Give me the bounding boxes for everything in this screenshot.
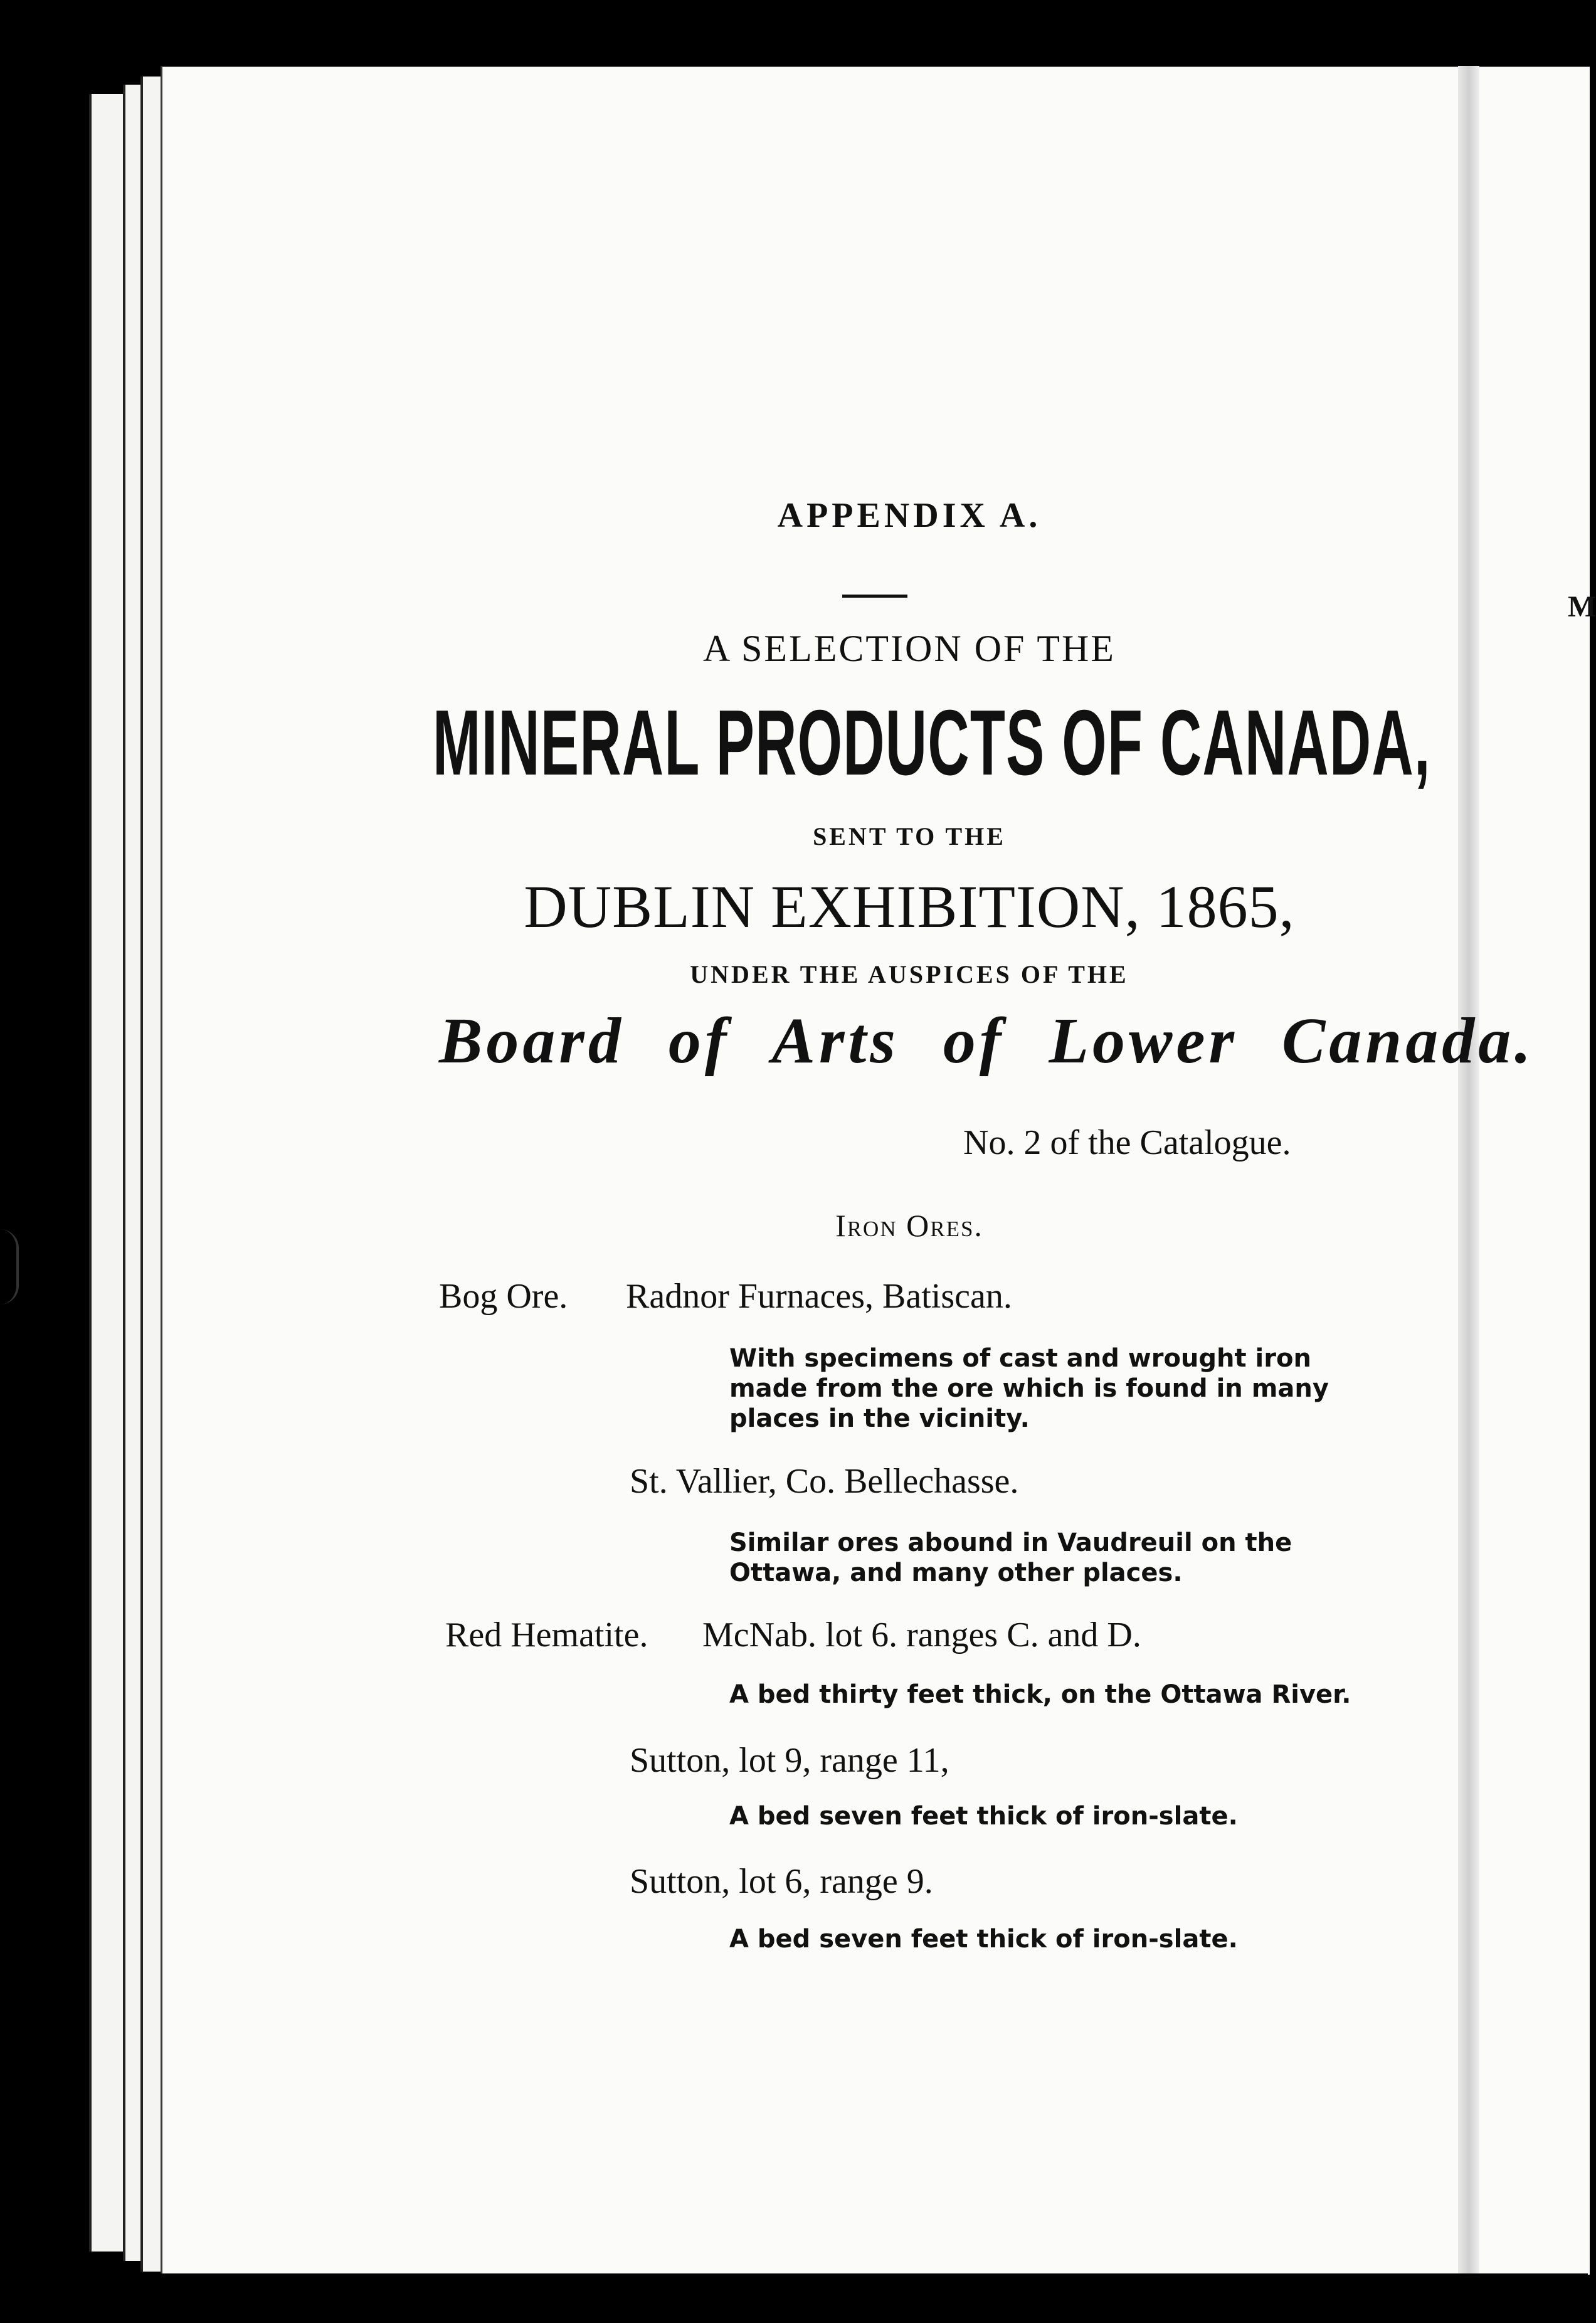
main-title: MINERAL PRODUCTS OF CANADA, (433, 691, 1431, 795)
entry-location: Radnor Furnaces, Batiscan. (626, 1277, 1012, 1316)
sent-to-line: SENT TO THE (813, 822, 1006, 850)
margin-letter: M (1568, 590, 1596, 623)
board-title: Board of Arts of Lower Canada. (439, 1005, 1535, 1077)
auspices-line: UNDER THE AUSPICES OF THE (690, 960, 1129, 988)
selection-heading: A SELECTION OF THE (703, 628, 1116, 669)
entry-note: With specimens of cast and wrought iron made from the ore which is found in many places in the vicinity. (729, 1344, 1329, 1433)
title-rule (842, 595, 907, 598)
entry-note: A bed seven feet thick of iron-slate. (729, 1925, 1238, 1954)
entry-location: Sutton, lot 9, range 11, (630, 1741, 949, 1780)
entry-location: St. Vallier, Co. Bellechasse. (630, 1462, 1019, 1501)
entry-note: A bed thirty feet thick, on the Ottawa River. (729, 1680, 1351, 1709)
section-title: Iron Ores. (835, 1208, 983, 1243)
entry-label: Red Hematite. (445, 1616, 648, 1654)
entry-note: Similar ores abound in Vaudreuil on the Ottawa, and many other places. (729, 1528, 1292, 1587)
catalogue-number: No. 2 of the Catalogue. (963, 1123, 1291, 1162)
exhibition-title: DUBLIN EXHIBITION, 1865, (524, 873, 1295, 940)
entry-location: McNab. lot 6. ranges C. and D. (702, 1616, 1141, 1654)
entry-label: Bog Ore. (439, 1277, 568, 1316)
entry-note: A bed seven feet thick of iron-slate. (729, 1802, 1238, 1831)
appendix-heading: APPENDIX A. (777, 496, 1042, 535)
entry-location: Sutton, lot 6, range 9. (630, 1862, 933, 1901)
